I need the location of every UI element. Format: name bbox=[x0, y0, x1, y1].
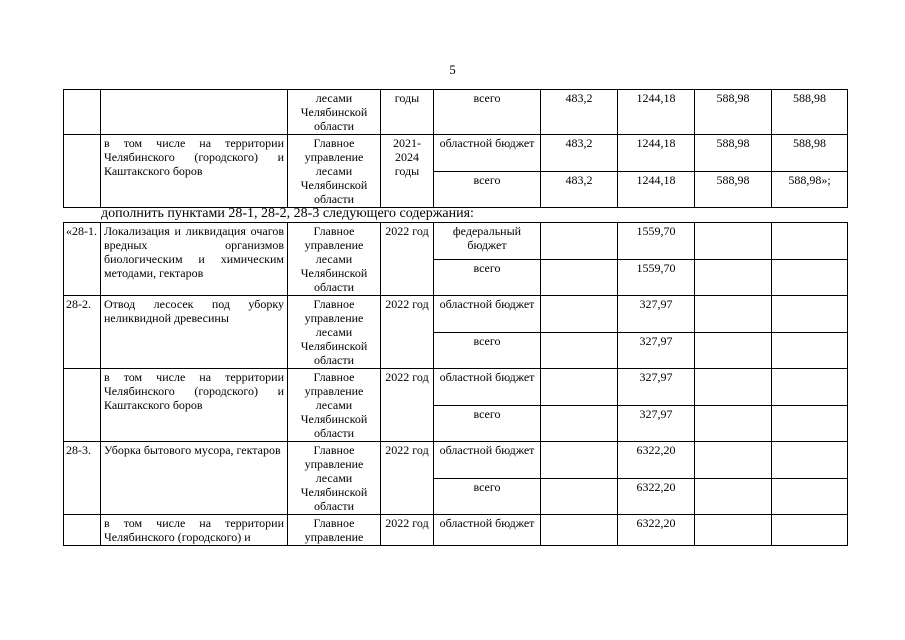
value-2: 327,97 bbox=[618, 369, 695, 406]
value-3 bbox=[695, 442, 772, 479]
value-4 bbox=[772, 515, 848, 546]
value-4 bbox=[772, 369, 848, 406]
row-executor: Главное управление лесами Челябинской области bbox=[288, 135, 381, 208]
table-top bbox=[63, 89, 848, 208]
funding-source: федеральный бюджет bbox=[434, 223, 541, 260]
value-4: 588,98 bbox=[772, 135, 848, 172]
funding-source: всего bbox=[434, 90, 541, 135]
row-number: 28-3. bbox=[64, 442, 101, 515]
funding-source: всего bbox=[434, 171, 541, 208]
funding-source: областной бюджет bbox=[434, 515, 541, 546]
value-3: 588,98 bbox=[695, 135, 772, 172]
value-2: 1244,18 bbox=[618, 171, 695, 208]
value-3 bbox=[695, 515, 772, 546]
funding-source: областной бюджет bbox=[434, 296, 541, 333]
funding-source: всего bbox=[434, 260, 541, 296]
table-row bbox=[64, 296, 848, 333]
value-2: 1559,70 bbox=[618, 223, 695, 260]
table-row bbox=[64, 135, 848, 172]
value-2: 327,97 bbox=[618, 296, 695, 333]
page-number: 5 bbox=[449, 62, 456, 77]
value-2: 1559,70 bbox=[618, 260, 695, 296]
value-3 bbox=[695, 369, 772, 406]
funding-source: областной бюджет bbox=[434, 442, 541, 479]
value-2: 327,97 bbox=[618, 332, 695, 369]
value-4: 588,98»; bbox=[772, 171, 848, 208]
row-executor: Главное управление лесами Челябинской области bbox=[288, 369, 381, 442]
row-executor: Главное управление лесами Челябинской области bbox=[288, 296, 381, 369]
row-number bbox=[64, 369, 101, 442]
value-3: 588,98 bbox=[695, 90, 772, 135]
value-2: 327,97 bbox=[618, 405, 695, 442]
table-row bbox=[64, 442, 848, 479]
row-number bbox=[64, 135, 101, 208]
row-executor: лесами Челябинской области bbox=[288, 90, 381, 135]
value-4 bbox=[772, 332, 848, 369]
funding-source: всего bbox=[434, 405, 541, 442]
value-2: 6322,20 bbox=[618, 478, 695, 515]
value-1: 483,2 bbox=[541, 90, 618, 135]
row-name: Уборка бытового мусора, гектаров bbox=[101, 442, 288, 515]
row-years: 2022 год bbox=[381, 296, 434, 369]
value-2: 1244,18 bbox=[618, 90, 695, 135]
value-4 bbox=[772, 442, 848, 479]
table-row bbox=[64, 369, 848, 406]
value-1 bbox=[541, 515, 618, 546]
value-4 bbox=[772, 223, 848, 260]
value-1 bbox=[541, 260, 618, 296]
row-executor: Главное управление bbox=[288, 515, 381, 546]
value-1 bbox=[541, 478, 618, 515]
table-main bbox=[63, 222, 848, 546]
value-1 bbox=[541, 223, 618, 260]
value-4: 588,98 bbox=[772, 90, 848, 135]
value-1 bbox=[541, 405, 618, 442]
row-name: в том числе на территории Челябинского (городского) и bbox=[101, 515, 288, 546]
value-4 bbox=[772, 478, 848, 515]
value-4 bbox=[772, 296, 848, 333]
value-4 bbox=[772, 260, 848, 296]
value-2: 6322,20 bbox=[618, 442, 695, 479]
funding-source: областной бюджет bbox=[434, 135, 541, 172]
table-row bbox=[64, 515, 848, 546]
table-row bbox=[64, 90, 848, 135]
value-3 bbox=[695, 223, 772, 260]
row-years: 2022 год bbox=[381, 223, 434, 296]
row-years: 2022 год bbox=[381, 442, 434, 515]
value-3 bbox=[695, 296, 772, 333]
value-3 bbox=[695, 260, 772, 296]
row-years: годы bbox=[381, 90, 434, 135]
value-2: 1244,18 bbox=[618, 135, 695, 172]
row-number bbox=[64, 90, 101, 135]
row-number: «28-1. bbox=[64, 223, 101, 296]
value-4 bbox=[772, 405, 848, 442]
value-1 bbox=[541, 296, 618, 333]
row-name: в том числе на территории Челябинского (городского) и Каштакского боров bbox=[101, 135, 288, 208]
row-years: 2022 год bbox=[381, 369, 434, 442]
row-name bbox=[101, 90, 288, 135]
value-1 bbox=[541, 332, 618, 369]
value-1 bbox=[541, 369, 618, 406]
row-name: Отвод лесосек под уборку неликвидной древесины bbox=[101, 296, 288, 369]
value-3 bbox=[695, 332, 772, 369]
value-1: 483,2 bbox=[541, 135, 618, 172]
row-years: 2021-2024 годы bbox=[381, 135, 434, 208]
row-name: в том числе на территории Челябинского (городского) и Каштакского боров bbox=[101, 369, 288, 442]
intro-text: дополнить пунктами 28-1, 28-2, 28-3 следующего содержания: bbox=[101, 206, 474, 221]
row-years: 2022 год bbox=[381, 515, 434, 546]
value-2: 6322,20 bbox=[618, 515, 695, 546]
funding-source: всего bbox=[434, 478, 541, 515]
value-3 bbox=[695, 405, 772, 442]
value-1 bbox=[541, 442, 618, 479]
row-number bbox=[64, 515, 101, 546]
value-3 bbox=[695, 478, 772, 515]
value-3: 588,98 bbox=[695, 171, 772, 208]
row-executor: Главное управление лесами Челябинской области bbox=[288, 442, 381, 515]
funding-source: областной бюджет bbox=[434, 369, 541, 406]
funding-source: всего bbox=[434, 332, 541, 369]
row-number: 28-2. bbox=[64, 296, 101, 369]
value-1: 483,2 bbox=[541, 171, 618, 208]
table-row bbox=[64, 223, 848, 260]
row-name: Локализация и ликвидация очагов вредных организмов биологическим и химическим методами, гектаров bbox=[101, 223, 288, 296]
row-executor: Главное управление лесами Челябинской области bbox=[288, 223, 381, 296]
